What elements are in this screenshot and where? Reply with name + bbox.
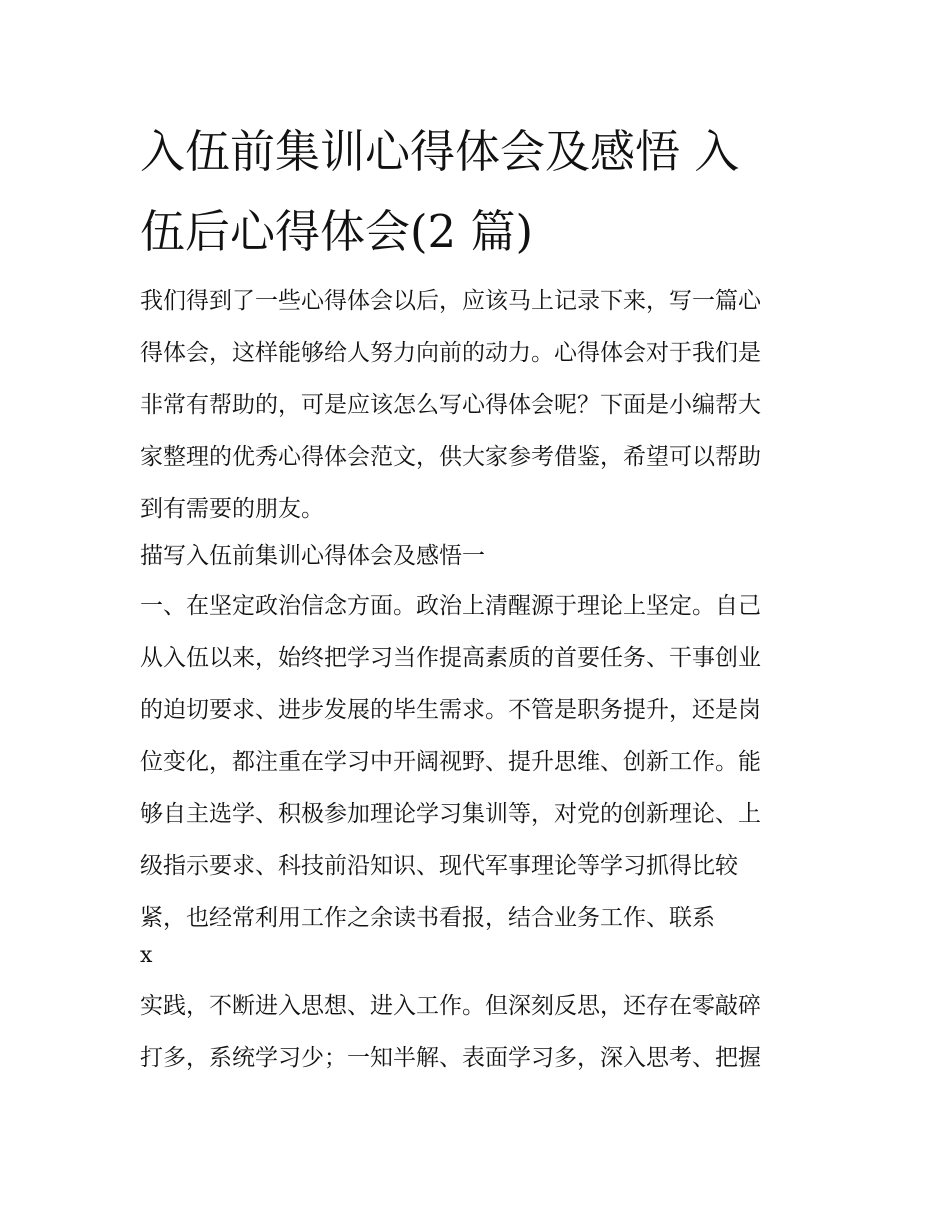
document-title bbox=[140, 112, 820, 272]
section-paragraph bbox=[140, 580, 815, 944]
stray-mark-text: x bbox=[140, 943, 153, 968]
section-line: 级指示要求、科技前沿知识、现代军事理论等学习抓得比较 bbox=[140, 853, 738, 879]
section-line: 紧，也经常利用工作之余读书看报，结合业务工作、联系 bbox=[140, 905, 715, 931]
intro-line: 家整理的优秀心得体会范文，供大家参考借鉴，希望可以帮助 bbox=[140, 444, 761, 470]
section-line: 够自主选学、积极参加理论学习集训等，对党的创新理论、上 bbox=[140, 801, 761, 827]
stray-mark bbox=[140, 930, 815, 982]
intro-paragraph bbox=[140, 275, 815, 535]
title-line-2: 伍后心得体会(2 篇) bbox=[140, 205, 534, 258]
title-line-1: 入伍前集训心得体会及感悟 入 bbox=[140, 125, 740, 178]
intro-line: 得体会，这样能够给人努力向前的动力。心得体会对于我们是 bbox=[140, 340, 761, 366]
section-line: 从入伍以来，始终把学习当作提高素质的首要任务、干事创业 bbox=[140, 645, 761, 671]
continuation-line: 实践，不断进入思想、进入工作。但深刻反思，还存在零敲碎 bbox=[140, 993, 761, 1019]
section-line: 的迫切要求、进步发展的毕生需求。不管是职务提升，还是岗 bbox=[140, 697, 761, 723]
intro-line: 我们得到了一些心得体会以后，应该马上记录下来，写一篇心 bbox=[140, 288, 761, 314]
continuation-line: 打多，系统学习少；一知半解、表面学习多，深入思考、把握 bbox=[140, 1045, 761, 1071]
section-line: 位变化，都注重在学习中开阔视野、提升思维、创新工作。能 bbox=[140, 749, 761, 775]
section-heading-text: 描写入伍前集训心得体会及感悟一 bbox=[140, 543, 485, 569]
continuation-paragraph bbox=[140, 980, 815, 1084]
intro-line: 到有需要的朋友。 bbox=[140, 496, 324, 522]
section-heading bbox=[140, 530, 815, 582]
intro-line: 非常有帮助的，可是应该怎么写心得体会呢？下面是小编帮大 bbox=[140, 392, 761, 418]
section-line: 一、在坚定政治信念方面。政治上清醒源于理论上坚定。自己 bbox=[140, 593, 761, 619]
